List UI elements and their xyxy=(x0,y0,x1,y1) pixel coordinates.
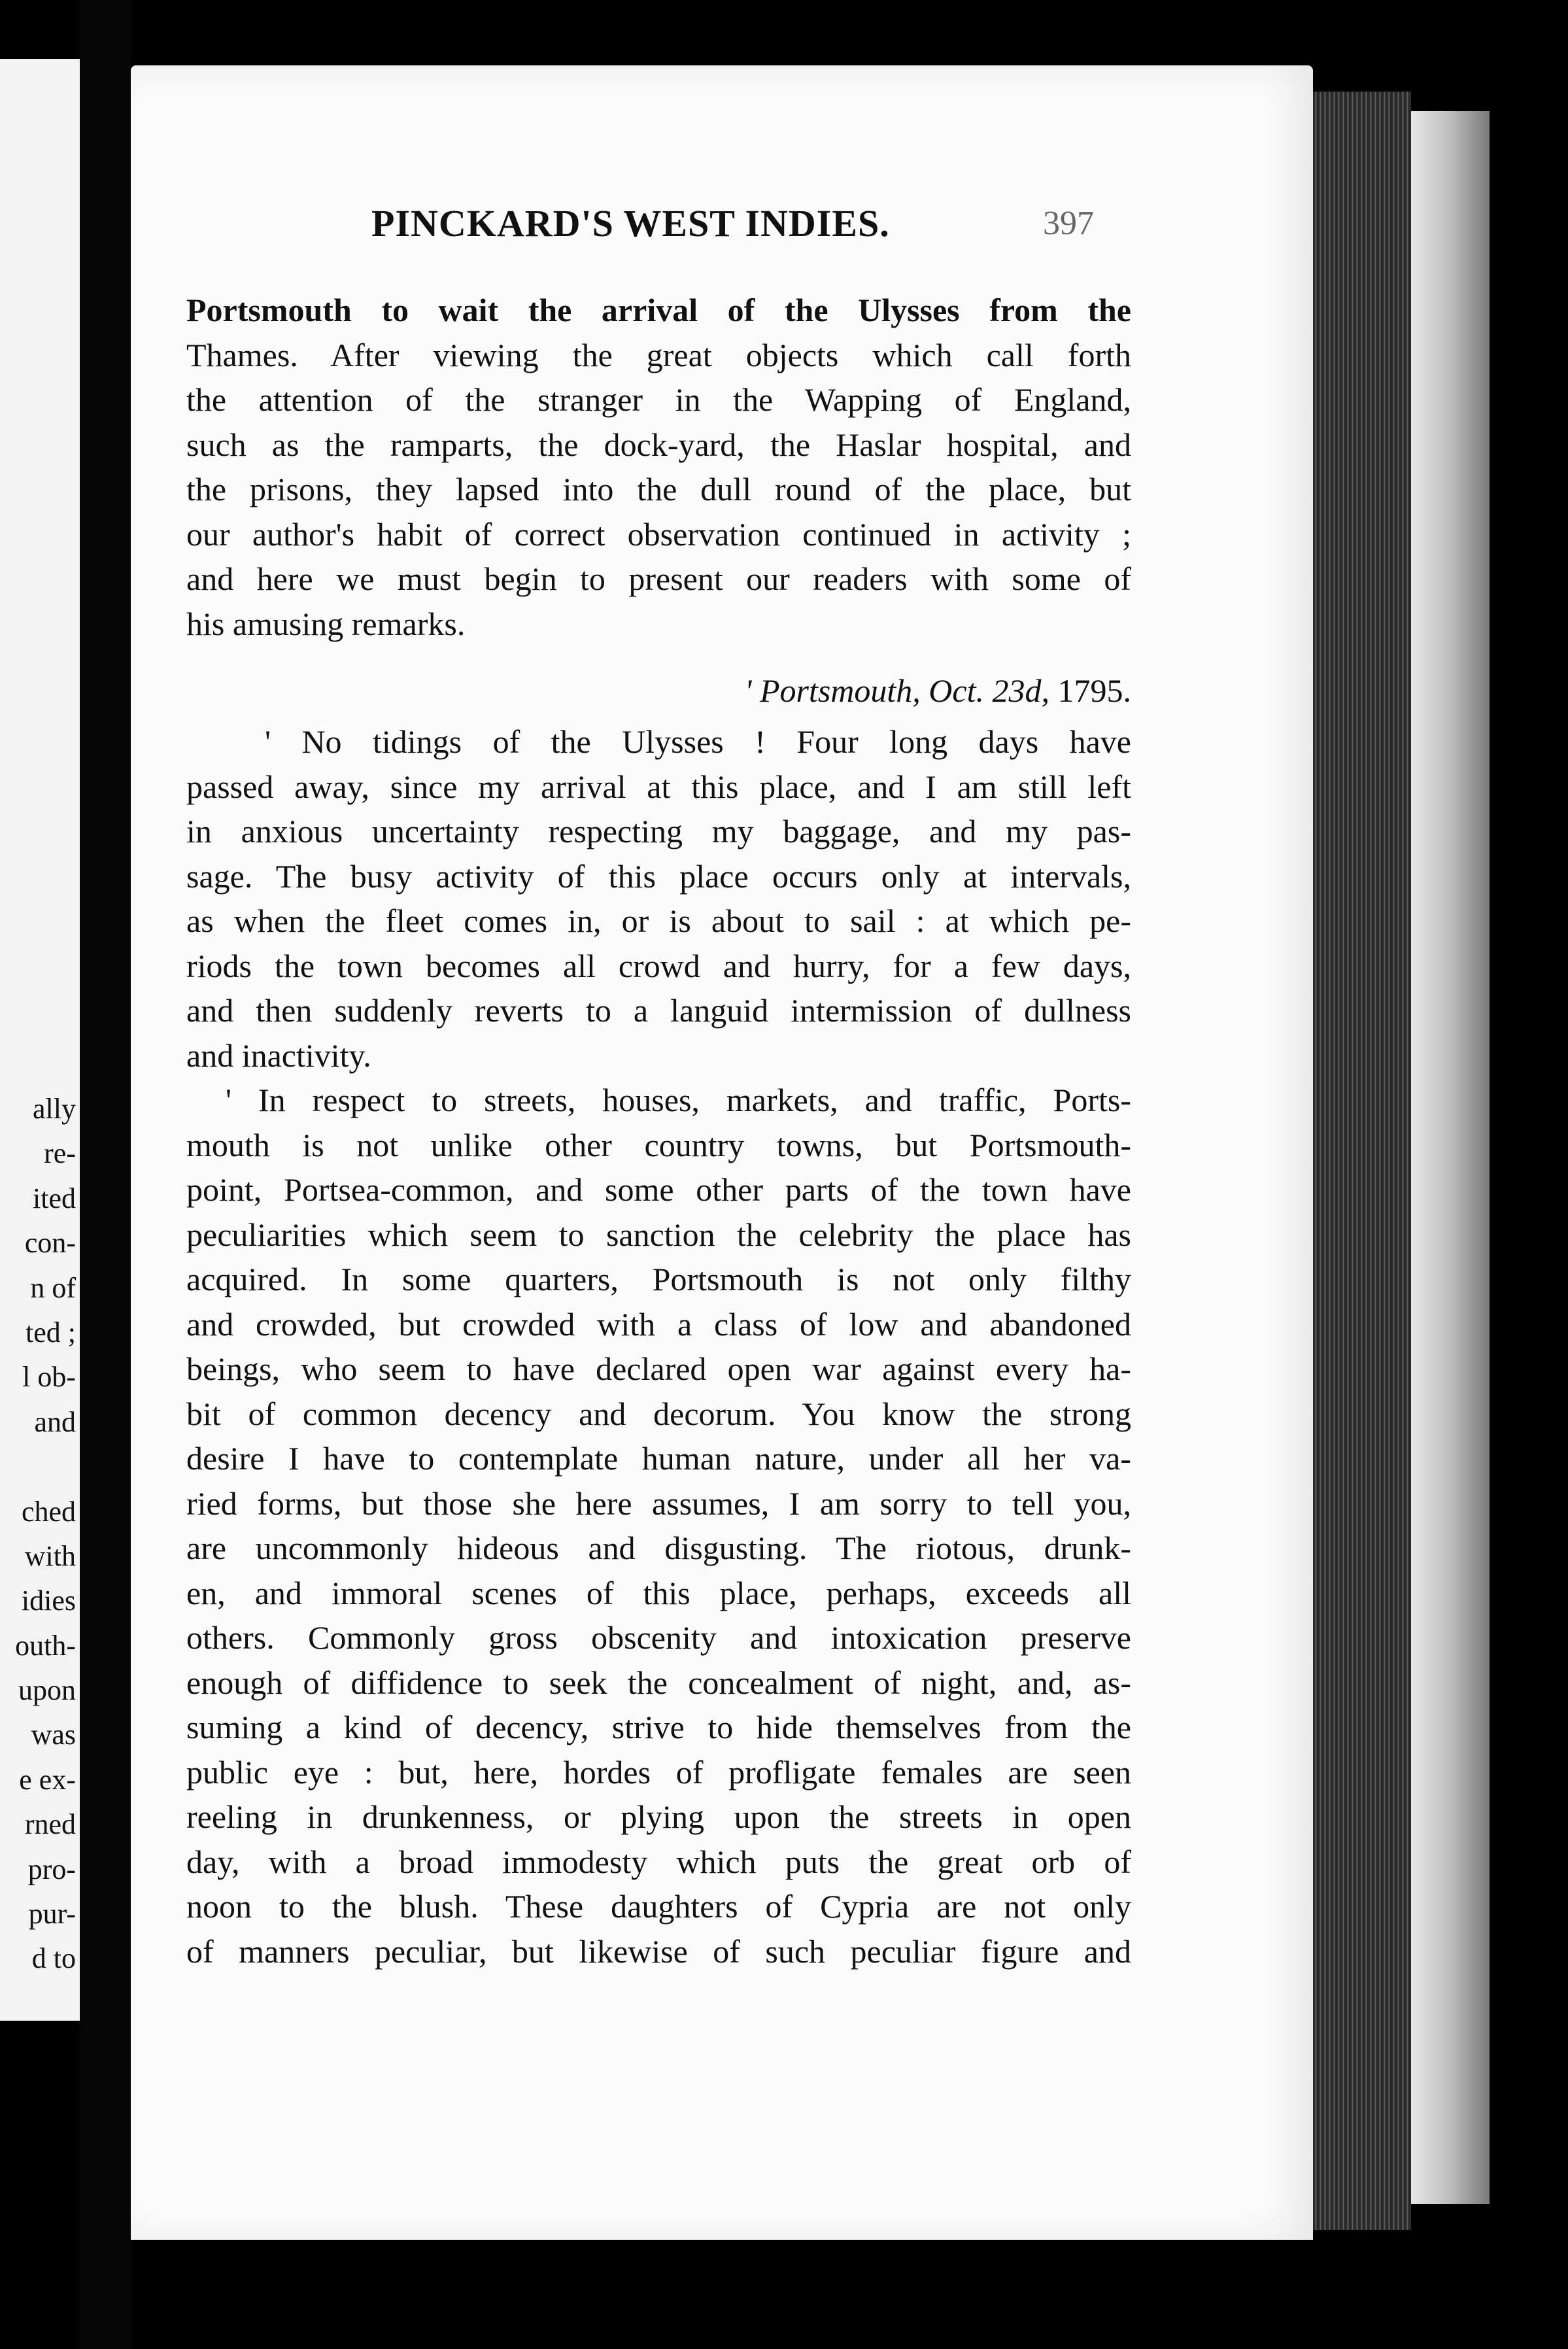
text-line: acquired. In some quarters, Portsmouth is not only filthy xyxy=(186,1261,1131,1297)
page-number: 397 xyxy=(1043,205,1094,242)
text-line: ried forms, but those she here assumes, I am sorry to tell you, xyxy=(186,1484,1131,1522)
intro-paragraph xyxy=(186,288,1131,646)
scan-background xyxy=(1490,0,1568,2349)
facing-line: ally xyxy=(33,1093,76,1125)
facing-line: e ex- xyxy=(19,1763,76,1796)
facing-line: with xyxy=(24,1539,76,1572)
facing-line: outh- xyxy=(15,1629,76,1662)
text-line: riods the town becomes all crowd and hurry, for a few days, xyxy=(186,947,1131,984)
facing-line: pro- xyxy=(27,1853,76,1885)
text-line: sage. The busy activity of this place occurs only at intervals, xyxy=(186,857,1131,895)
text-line: suming a kind of decency, strive to hide themselves from the xyxy=(186,1709,1131,1745)
text-line: beings, who seem to have declared open war against every ha- xyxy=(186,1350,1131,1387)
text-line: noon to the blush. These daughters of Cypria are not only xyxy=(186,1888,1131,1925)
text-line: peculiarities which seem to sanction the celebrity the place has xyxy=(186,1216,1131,1253)
dateline-year: 1795. xyxy=(1057,672,1131,709)
facing-line: and xyxy=(34,1405,76,1438)
text-line: Thames. After viewing the great objects which call forth xyxy=(186,336,1131,373)
text-line: mouth is not unlike other country towns, but Portsmouth- xyxy=(186,1126,1131,1163)
book-binding xyxy=(1411,111,1490,2204)
text-line: point, Portsea-common, and some other parts of the town have xyxy=(186,1171,1131,1208)
text-line: the attention of the stranger in the Wapping of England, xyxy=(186,381,1131,418)
page-edges xyxy=(1313,92,1411,2230)
facing-line: d to xyxy=(31,1942,76,1975)
text-line: en, and immoral scenes of this place, perhaps, exceeds all xyxy=(186,1574,1131,1611)
text-line: our author's habit of correct observation continued in activity ; xyxy=(186,515,1131,553)
facing-line: n of xyxy=(30,1271,76,1304)
letter-dateline xyxy=(186,646,1131,719)
facing-line: was xyxy=(31,1719,76,1751)
facing-line: ched xyxy=(21,1495,76,1528)
text-line: ' In respect to streets, houses, markets, and traffic, Ports- xyxy=(226,1082,1131,1118)
facing-line: re- xyxy=(44,1137,76,1170)
facing-page-text xyxy=(0,1087,80,1981)
text-line: ' No tidings of the Ulysses ! Four long days have xyxy=(265,723,1131,760)
facing-line: con- xyxy=(24,1227,76,1260)
text-line: reeling in drunkenness, or plying upon the streets in open xyxy=(186,1798,1131,1835)
text-line: and here we must begin to present our readers with some of xyxy=(186,560,1131,597)
facing-line: l ob- xyxy=(22,1361,76,1394)
text-line: his amusing remarks. xyxy=(186,605,466,642)
text-line: such as the ramparts, the dock-yard, the Haslar hospital, and xyxy=(186,426,1131,463)
text-line: and inactivity. xyxy=(186,1037,371,1074)
book-gutter xyxy=(80,0,132,2349)
text-line: in anxious uncertainty respecting my baggage, and my pas- xyxy=(186,813,1131,849)
text-line: bit of common decency and decorum. You know the strong xyxy=(186,1395,1131,1432)
text-line: and crowded, but crowded with a class of low and abandoned xyxy=(186,1305,1131,1343)
text-line: of manners peculiar, but likewise of such peculiar figure and xyxy=(186,1932,1131,1970)
text-line: as when the fleet comes in, or is about to sail : at which pe- xyxy=(186,902,1131,939)
letter-paragraph-1 xyxy=(186,719,1131,1078)
body-text xyxy=(186,288,1131,1974)
facing-line: idies xyxy=(21,1585,76,1617)
dateline-place: ' Portsmouth, Oct. 23d, xyxy=(744,672,1049,709)
facing-line: rned xyxy=(24,1808,76,1841)
text-line: Portsmouth to wait the arrival of the Ulysses from the xyxy=(186,292,1131,328)
text-line: passed away, since my arrival at this place, and I am still left xyxy=(186,768,1131,805)
text-line: desire I have to contemplate human nature, under all her va- xyxy=(186,1440,1131,1477)
facing-line: upon xyxy=(18,1674,76,1707)
text-line: day, with a broad immodesty which puts the great orb of xyxy=(186,1843,1131,1880)
text-line: others. Commonly gross obscenity and intoxication preserve xyxy=(186,1619,1131,1656)
facing-line: pur- xyxy=(28,1898,76,1930)
facing-line: ited xyxy=(33,1182,76,1214)
facing-page xyxy=(0,59,80,2021)
text-line: enough of diffidence to seek the concealment of night, and, as- xyxy=(186,1664,1131,1701)
text-line: are uncommonly hideous and disgusting. The riotous, drunk- xyxy=(186,1530,1131,1566)
text-line: public eye : but, here, hordes of profligate females are seen xyxy=(186,1753,1131,1791)
letter-paragraph-2 xyxy=(186,1078,1131,1974)
running-header: PINCKARD'S WEST INDIES. xyxy=(371,202,890,245)
facing-line xyxy=(0,1445,80,1489)
text-line: the prisons, they lapsed into the dull round of the place, but xyxy=(186,471,1131,507)
facing-line: ted ; xyxy=(26,1316,76,1348)
text-line: and then suddenly reverts to a languid intermission of dullness xyxy=(186,992,1131,1029)
